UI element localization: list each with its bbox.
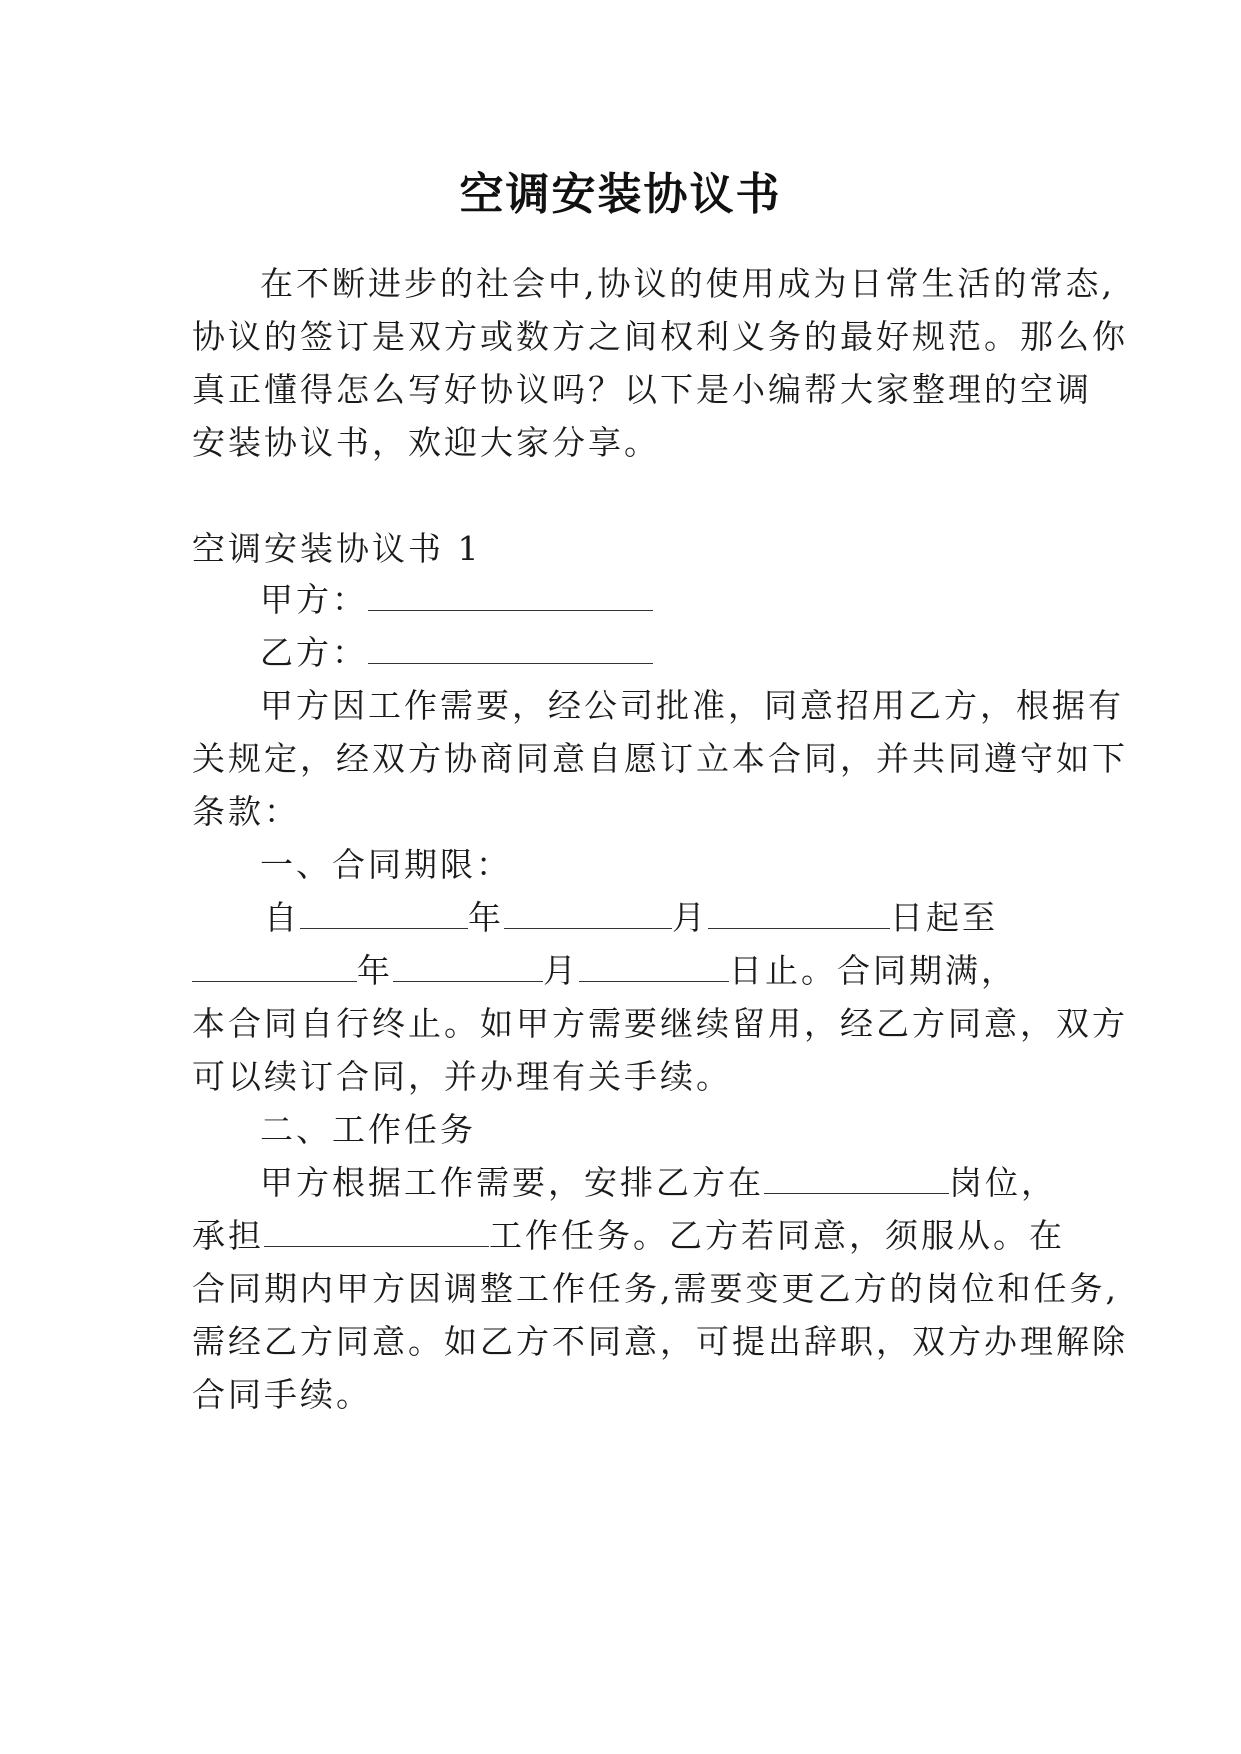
position-blank — [764, 1163, 949, 1194]
preamble-line-3: 条款： — [192, 792, 300, 831]
end-month-label: 月 — [543, 951, 579, 990]
end-day-blank — [579, 951, 729, 982]
clause1-heading: 一、合同期限： — [260, 845, 512, 884]
clause2-heading: 二、工作任务 — [260, 1110, 476, 1149]
party-a-blank — [368, 580, 653, 611]
party-b-row — [192, 631, 1120, 675]
intro-line-1: 在不断进步的社会中,协议的使用成为日常生活的常态, — [260, 264, 1115, 303]
clause2-line-5: 合同手续。 — [192, 1375, 372, 1414]
clause1-line-4: 可以续订合同，并办理有关手续。 — [192, 1057, 732, 1096]
end-year-label: 年 — [357, 951, 393, 990]
clause2-line-4: 需经乙方同意。如乙方不同意，可提出辞职，双方办理解除 — [192, 1322, 1128, 1361]
start-month-blank — [504, 898, 672, 929]
document-title: 空调安装协议书 — [459, 169, 782, 220]
clause1-line-3: 本合同自行终止。如甲方需要继续留用，经乙方同意，双方 — [192, 1004, 1128, 1043]
task-blank — [264, 1216, 489, 1247]
clause1-date-line-1 — [192, 896, 1124, 940]
party-a-label: 甲方： — [260, 580, 368, 619]
end-day-label: 日止。合同期满， — [729, 951, 1017, 990]
preamble-line-2: 关规定，经双方协商同意自愿订立本合同，并共同遵守如下 — [192, 739, 1128, 778]
clause1-date-line-2 — [192, 949, 1052, 993]
clause2-line-3: 合同期内甲方因调整工作任务,需要变更乙方的岗位和任务, — [192, 1269, 1119, 1308]
clause2-line-2-prefix: 承担 — [192, 1216, 264, 1255]
party-b-blank — [368, 633, 653, 664]
clause2-line-1 — [192, 1161, 1120, 1205]
intro-line-4: 安装协议书，欢迎大家分享。 — [192, 423, 660, 462]
clause2-line-1-prefix: 甲方根据工作需要，安排乙方在 — [260, 1163, 764, 1202]
end-year-blank — [192, 951, 357, 982]
start-day-label: 日起至 — [890, 898, 998, 937]
start-month-label: 月 — [672, 898, 708, 937]
start-year-label: 年 — [468, 898, 504, 937]
party-a-row — [192, 578, 1120, 622]
start-day-blank — [708, 898, 890, 929]
clause2-line-1-suffix: 岗位， — [949, 1163, 1057, 1202]
preamble-line-1: 甲方因工作需要，经公司批准，同意招用乙方，根据有 — [260, 686, 1124, 725]
intro-line-3: 真正懂得怎么写好协议吗？以下是小编帮大家整理的空调 — [192, 370, 1092, 409]
intro-line-2: 协议的签订是双方或数方之间权利义务的最好规范。那么你 — [192, 317, 1128, 356]
clause2-line-2 — [192, 1214, 1065, 1258]
clause2-line-2-suffix: 工作任务。乙方若同意，须服从。在 — [489, 1216, 1065, 1255]
clause1-from-label: 自 — [264, 898, 300, 937]
party-b-label: 乙方： — [260, 633, 368, 672]
start-year-blank — [300, 898, 468, 929]
section-heading: 空调安装协议书 1 — [192, 529, 482, 568]
end-month-blank — [393, 951, 543, 982]
